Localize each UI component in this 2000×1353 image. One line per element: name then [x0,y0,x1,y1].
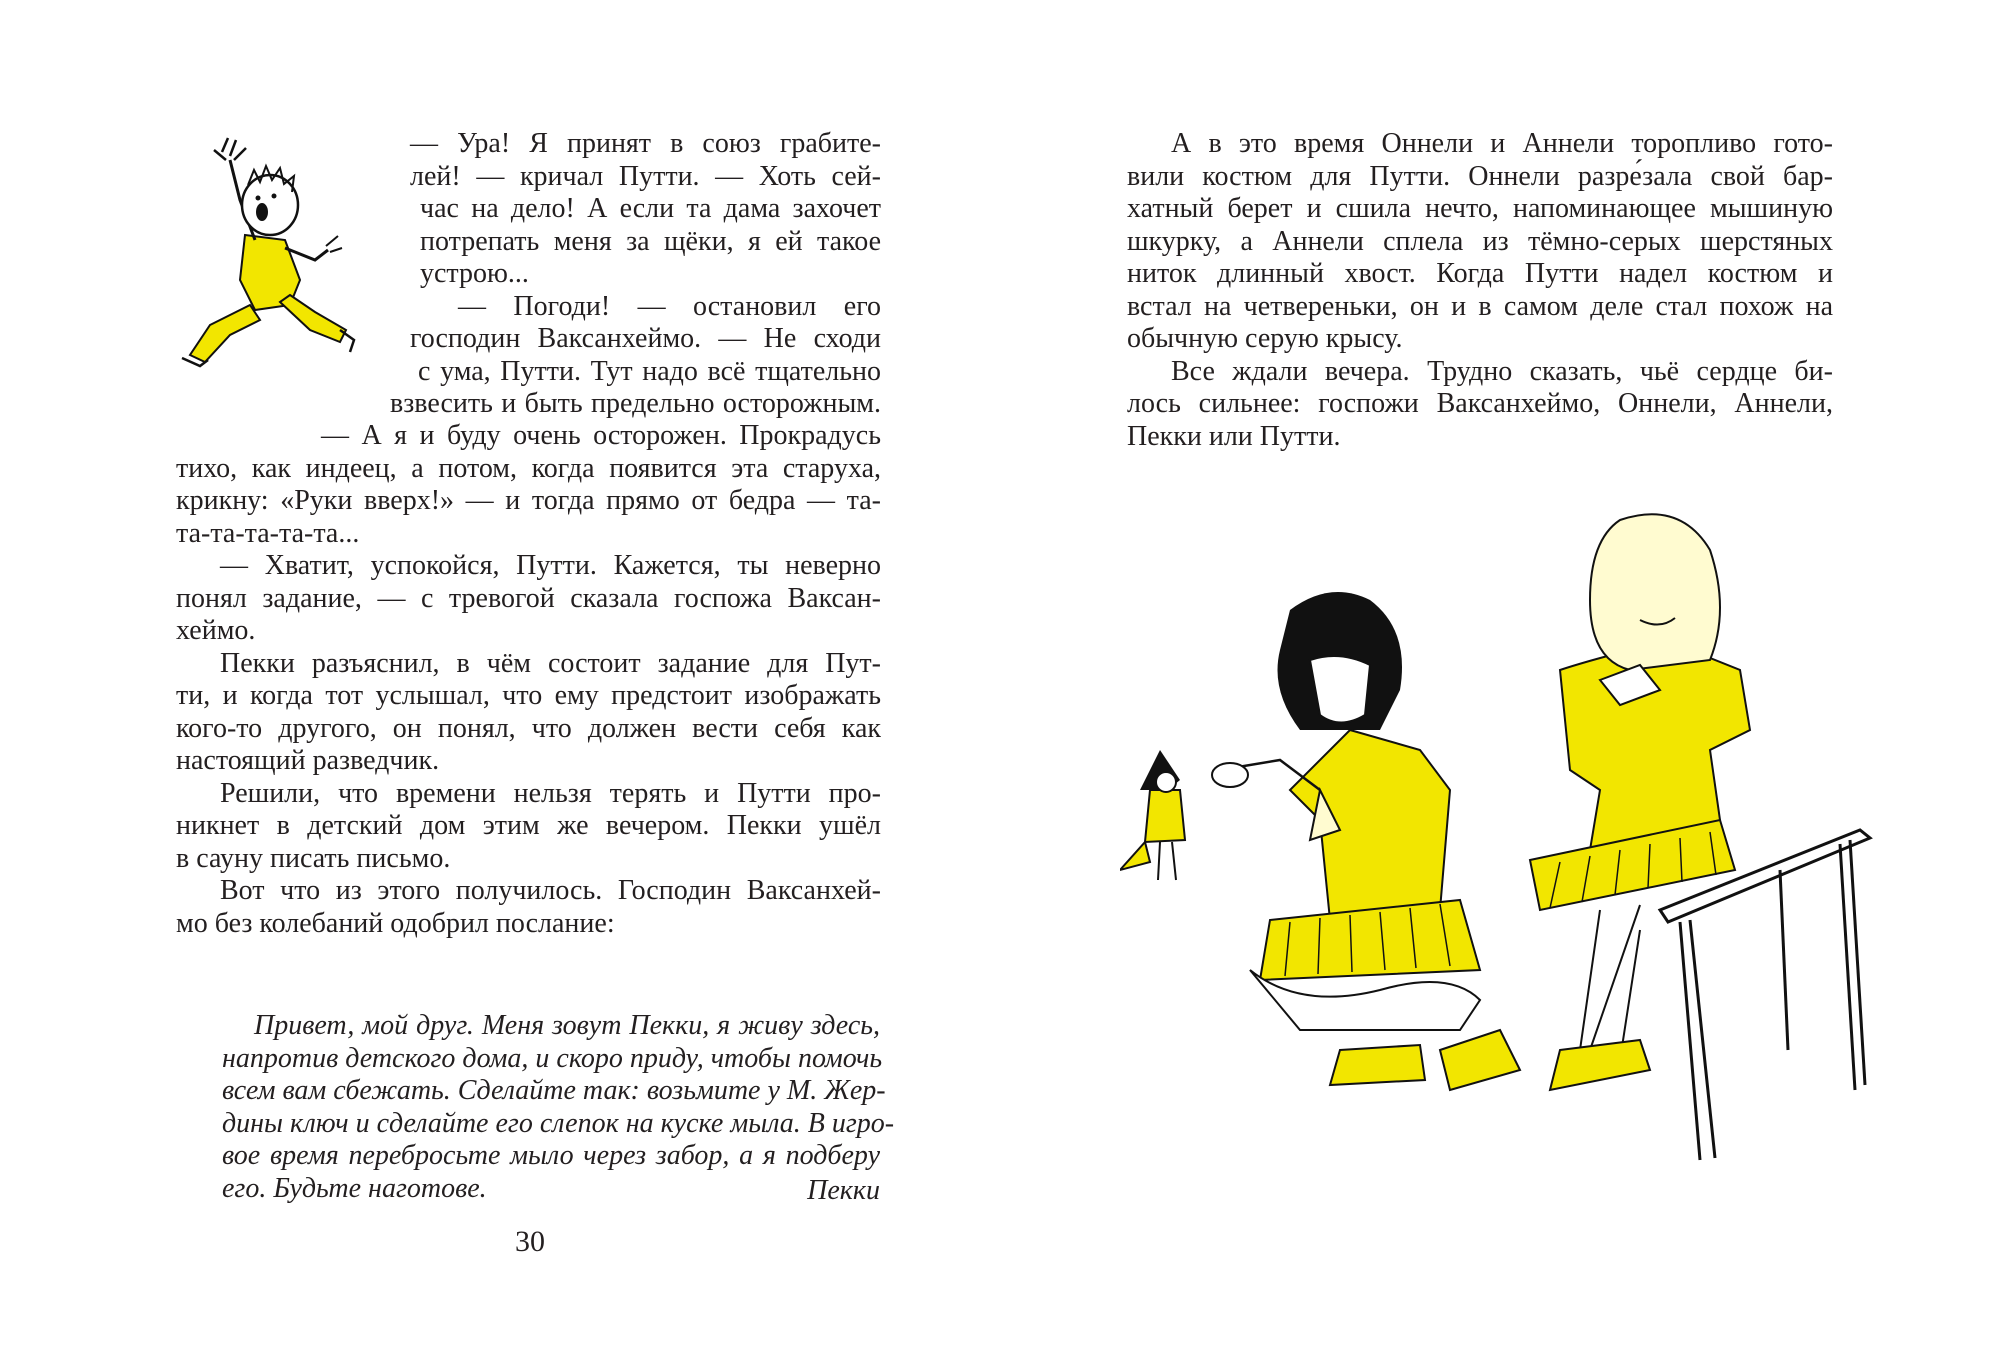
two-girls-sewing-illustration [1120,490,1880,1180]
text-line: потрепать меня за щёки, я ей такое [420,225,881,257]
text-line: ти, и когда тот услышал, что ему предстоит изображать [176,680,881,711]
page-number: 30 [515,1225,545,1258]
text-line: господин Ваксанхеймо. — Не сходи [410,323,881,354]
text-line: хатный берет и сшила нечто, напоминающее мышиную [1127,193,1833,224]
letter-line: Привет, мой друг. Меня зовут Пекки, я живу здесь, [254,1010,880,1041]
text-line: час на дело! А если та дама захочет [420,193,881,224]
text-line: хеймо. [176,615,256,646]
text-line: настоящий разведчик. [176,745,440,776]
text-line: лось сильнее: госпожи Ваксанхеймо, Оннели, Аннели, [1127,388,1833,419]
standing-girl-drawing [1530,514,1750,1090]
text-line: Вот что из этого получилось. Господин Ваксанхей- [220,875,881,906]
text-line: кого-то другого, он понял, что должен вести себя как [176,712,881,744]
letter-line: дины ключ и сделайте его слепок на куске мыла. В игро- [222,1107,895,1139]
text-line: с ума, Путти. Тут надо всё тщательно [418,355,881,387]
text-line: вили костюм для Путти. Оннели разре́зала свой бар- [1127,160,1833,192]
text-line: А в это время Оннели и Аннели торопливо гото- [1171,128,1833,159]
text-line: — Хватит, успокойся, Путти. Кажется, ты неверно [220,550,881,581]
tiny-figure-drawing [1120,750,1185,880]
text-line: крикну: «Руки вверх!» — и тогда прямо от бедра — та- [176,485,881,516]
opening-dialogue [390,128,881,421]
sitting-girl-drawing [1212,592,1520,1090]
letter-line: напротив детского дома, и скоро приду, чтобы помочь [222,1042,883,1074]
text-line: ниток длинный хвост. Когда Путти надел костюм и [1127,258,1833,289]
text-line: мо без колебаний одобрил послание: [176,907,615,939]
letter-line: всем вам сбежать. Сделайте так: возьмите у М. Жер- [222,1075,886,1106]
text-line: — Ура! Я принят в союз грабите- [410,128,881,159]
text-line: — А я и буду очень осторожен. Прокрадусь [321,420,881,451]
letter-signature: Пекки [807,1175,880,1206]
letter-line: его. Будьте наготове. [222,1172,487,1204]
text-line: Пекки разъяснил, в чём состоит задание для Пут- [220,647,881,679]
right-text [1127,128,1833,453]
running-boy-illustration [150,130,380,380]
text-line: — Погоди! — остановил его [458,290,881,322]
text-line: понял задание, — с тревогой сказала госпожа Ваксан- [176,582,881,614]
text-line: Решили, что времени нельзя терять и Путти про- [220,777,881,809]
text-line: тихо, как индеец, а потом, когда появится эта старуха, [176,452,881,484]
text-line: в сауну писать письмо. [176,842,451,874]
text-line: Все ждали вечера. Трудно сказать, чьё сердце би- [1171,355,1833,387]
text-line: Пекки или Путти. [1127,420,1341,452]
text-line: встал на четвереньки, он и в самом деле стал похож на [1127,290,1833,322]
text-line: шкурку, а Аннели сплела из тёмно-серых шерстяных [1127,225,1833,257]
text-line: обычную серую крысу. [1127,323,1403,354]
letter-line: вое время перебросьте мыло через забор, а я подберу [222,1140,880,1171]
text-line: та-та-та-та-та... [176,517,360,549]
main-text [176,420,881,940]
text-line: взвесить и быть предельно осторожным. [390,388,881,419]
text-line: никнет в детский дом этим же вечером. Пекки ушёл [176,810,881,841]
text-line: лей! — кричал Путти. — Хоть сей- [410,160,881,192]
text-line: устрою... [420,258,529,289]
